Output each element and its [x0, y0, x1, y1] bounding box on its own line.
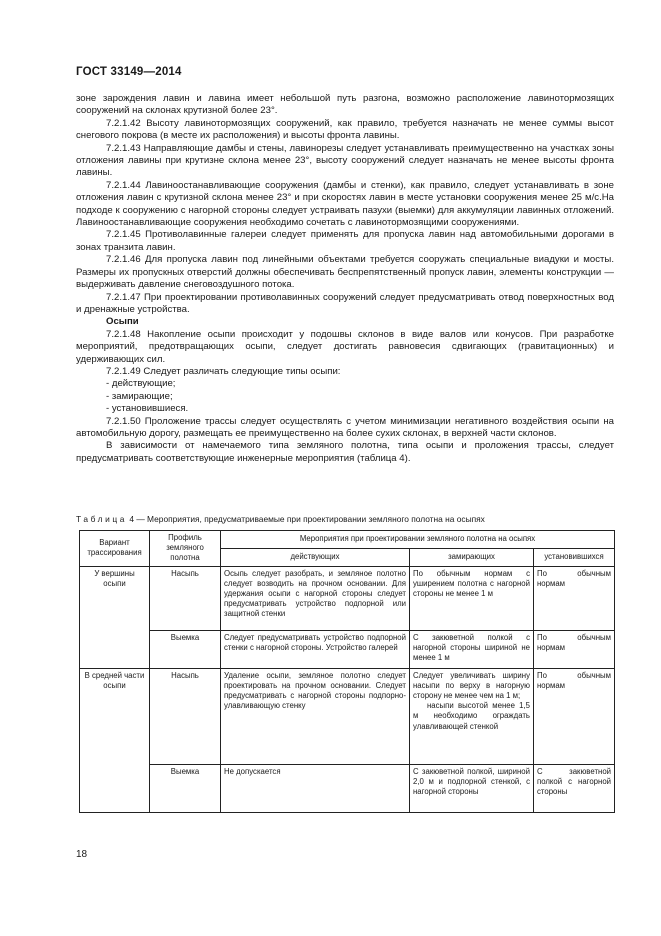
- paragraph: 7.2.1.46 Для пропуска лавин под линейными объектами требуется сооружать специальные виадуки и мосты. Размеры их пропускных отверстий должны обеспечивать беспрепятственный пропуск лавин, элементы конструкции — выдерживать давление снеговоздушного потока.: [76, 254, 614, 291]
- page-number: 18: [76, 849, 88, 860]
- cell-settled: По обычным нормам: [534, 668, 615, 764]
- list-item: - установившиеся.: [106, 403, 189, 415]
- header-measures: Мероприятия при проектировании земляного полотна на осыпях: [221, 531, 615, 549]
- body-text: [76, 93, 614, 465]
- table-caption-text: 4 — Мероприятия, предусматриваемые при проектировании земляного полотна на осыпях: [129, 514, 485, 524]
- header-profile: Профиль земляного полотна: [150, 531, 221, 567]
- measures-table: [79, 530, 615, 813]
- paragraph: 7.2.1.49 Следует различать следующие типы осыпи:: [106, 365, 341, 377]
- list-item: - замирающие;: [106, 390, 173, 402]
- header-variant: Вариант трассирования: [80, 531, 150, 567]
- cell-fading: [410, 668, 534, 764]
- list-item: - действующие;: [106, 378, 176, 390]
- cell-fading: С закюветной полкой, шириной 2,0 м и подпорной стенкой, с нагорной стороны: [410, 764, 534, 812]
- cell-profile: Выемка: [150, 764, 221, 812]
- table-row: [80, 668, 615, 764]
- cell-profile: Выемка: [150, 630, 221, 668]
- paragraph: 7.2.1.48 Накопление осыпи происходит у подошвы склонов в виде валов или конусов. При разработке мероприятий, предотвращающих осыпи, следует достигать равновесия сдвигающих (гравитационных) и удерживающих сил.: [76, 328, 614, 365]
- table-caption-word: Таблица: [76, 514, 128, 524]
- cell-fading-part: Следует увеличивать ширину насыпи по верху в нагорную сторону не менее чем на 1 м;: [413, 670, 530, 701]
- table-caption: [76, 514, 614, 524]
- table-row: [80, 566, 615, 630]
- header-active: действующих: [221, 548, 410, 566]
- cell-fading: С закюветной полкой с нагорной стороны шириной не менее 1 м: [410, 630, 534, 668]
- section-heading: Осыпи: [106, 316, 139, 328]
- paragraph: В зависимости от намечаемого типа земляного полотна, типа осыпи и проложения трассы, следует предусматривать соответствующие инженерные мероприятия (таблица 4).: [76, 440, 614, 464]
- paragraph: зоне зарождения лавин и лавина имеет небольшой путь разгона, возможно расположение лавинотормозящих сооружений на склонах крутизной более 23°.: [76, 93, 614, 117]
- paragraph: 7.2.1.50 Проложение трассы следует осуществлять с учетом минимизации негативного воздействия осыпи на автомобильную дорогу, размещать ее преимущественно на более сухих склонах, в верхней части склонов.: [76, 415, 614, 439]
- paragraph: 7.2.1.44 Лавиноостанавливающие сооружения (дамбы и стенки), как правило, следует устанавливать в зоне отложения лавин с крутизной склона менее 23° и при скоростях лавин в месте установки сооружения менее 25 м/с.На подходе к сооружению с нагорной стороны следует устраивать пазухи (выемки) для аккумуляции лавинных отложений. Лавиноостанавливающие сооружения необходимо сочетать с лавинотормозящими сооружениями.: [76, 179, 614, 229]
- table-row: [80, 630, 615, 668]
- paragraph: 7.2.1.45 Противолавинные галереи следует применять для пропуска лавин над автомобильными дорогами в зонах транзита лавин.: [76, 229, 614, 253]
- cell-settled: С закюветной полкой с нагорной стороны: [534, 764, 615, 812]
- cell-fading: По обычным нормам с уширением полотна с нагорной стороны не менее 1 м: [410, 566, 534, 630]
- cell-active: Осыпь следует разобрать, и земляное полотно следует возводить на прочном основании. Для удержания осыпи с нагорной стороны следует предусматривать устройство подпорной или защитной стенки: [221, 566, 410, 630]
- table-row: [80, 764, 615, 812]
- cell-variant: В средней части осыпи: [80, 668, 150, 812]
- cell-settled: По обычным нормам: [534, 630, 615, 668]
- document-header: ГОСТ 33149—2014: [76, 66, 182, 78]
- cell-variant: У вершины осыпи: [80, 566, 150, 668]
- cell-settled: По обычным нормам: [534, 566, 615, 630]
- header-settled: установившихся: [534, 548, 615, 566]
- header-fading: замирающих: [410, 548, 534, 566]
- cell-active: Не допускается: [221, 764, 410, 812]
- paragraph: 7.2.1.42 Высоту лавинотормозящих сооружений, как правило, требуется назначать не менее суммы высот снегового покрова (в месте их расположения) и высоты фронта лавины.: [76, 117, 614, 142]
- paragraph: 7.2.1.43 Направляющие дамбы и стены, лавинорезы следует устанавливать преимущественно на участках зоны отложения лавины при крутизне склона менее 23°, высоту сооружений следует назначать не менее высоты фронта лавины.: [76, 142, 614, 179]
- cell-profile: Насыпь: [150, 566, 221, 630]
- paragraph: 7.2.1.47 При проектировании противолавинных сооружений следует предусматривать отвод поверхностных вод и дренажные устройства.: [76, 291, 614, 315]
- cell-active: Следует предусматривать устройство подпорной стенки с нагорной стороны. Устройство галерей: [221, 630, 410, 668]
- table-header-row: [80, 531, 615, 549]
- cell-profile: Насыпь: [150, 668, 221, 764]
- cell-fading-part: насыпи высотой менее 1,5 м необходимо ограждать улавливающей стенкой: [413, 701, 530, 731]
- cell-active: Удаление осыпи, земляное полотно следует проектировать на прочном основании. Следует предусматривать с нагорной стороны подпорно-улавливающую стенку: [221, 668, 410, 764]
